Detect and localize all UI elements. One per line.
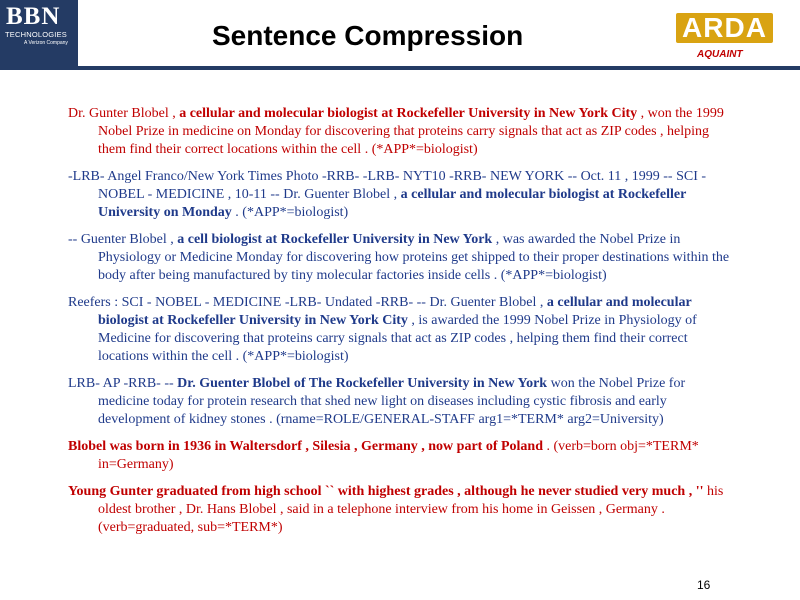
sentence-2-run-2: a cellular and molecular biologist at Rockefeller University on Monday <box>98 187 687 220</box>
sentence-5 <box>68 375 738 429</box>
sentence-2-run-1: -LRB- Angel Franco/New York Times Photo -RRB- -LRB- NYT10 -RRB- NEW YORK -- Oct. 11 , 1999 -- SCI - NOBEL - MEDICINE , 10-11 -- Dr. Guenter Blobel , <box>68 169 707 202</box>
sentence-6-run-2: . (verb=born obj=*TERM* in=Germany) <box>98 439 699 472</box>
slide-title: Sentence Compression <box>212 20 524 51</box>
sentence-5-run-3: won the Nobel Prize for medicine today for protein research that shed new light on diseases including cystic fibrosis and early development of kidney stones . (rname=ROLE/GENERAL-STAFF arg1=*TERM* arg2=University) <box>98 376 686 427</box>
sentence-list <box>68 105 738 546</box>
header-divider <box>78 66 800 70</box>
sentence-5-run-2: Dr. Guenter Blobel of The Rockefeller University in New York <box>177 376 548 391</box>
sentence-1 <box>68 105 738 159</box>
sentence-7 <box>68 483 738 537</box>
bbn-logo <box>0 0 78 70</box>
aquaint-label: AQUAINT <box>697 49 743 60</box>
sentence-1-run-1: Dr. Gunter Blobel , <box>68 106 180 121</box>
sentence-7-run-2: his oldest brother , Dr. Hans Blobel , said in a telephone interview from his home in Geissen , Germany . (verb=graduated, sub=*TERM*) <box>98 484 724 535</box>
arda-logo <box>676 13 773 43</box>
bbn-logo-subtitle: TECHNOLOGIES <box>5 30 67 39</box>
sentence-5-run-1: LRB- AP -RRB- -- <box>68 376 178 391</box>
sentence-3-run-3: , was awarded the Nobel Prize in Physiology or Medicine Monday for discovering how proteins get shipped to their proper destinations within the body after being manufactured by tiny molecular factories inside cells . (*APP*=biologist) <box>98 232 730 283</box>
sentence-3 <box>68 231 738 285</box>
sentence-7-run-1: Young Gunter graduated from high school `` with highest grades , although he never studied very much , '' <box>68 484 704 499</box>
sentence-2-run-3: . (*APP*=biologist) <box>231 205 349 220</box>
sentence-1-run-2: a cellular and molecular biologist at Rockefeller University in New York City <box>179 106 638 121</box>
sentence-1-run-3: , won the 1999 Nobel Prize in medicine on Monday for discovering that proteins carry signals that act as ZIP codes , helping them find their correct locations within the cell . (*APP*=biologist) <box>98 106 724 157</box>
bbn-logo-title: BBN <box>6 3 61 30</box>
sentence-6-run-1: Blobel was born in 1936 in Waltersdorf , Silesia , Germany , now part of Poland <box>68 439 543 454</box>
sentence-4-run-2: a cellular and molecular biologist at Rockefeller University in New York City <box>98 295 692 328</box>
sentence-2 <box>68 168 738 222</box>
sentence-4-run-1: Reefers : SCI - NOBEL - MEDICINE -LRB- Undated -RRB- -- Dr. Guenter Blobel , <box>68 295 547 310</box>
sentence-3-run-1: -- Guenter Blobel , <box>68 232 178 247</box>
arda-logo-text: ARDA <box>682 12 767 43</box>
page-number: 16 <box>697 578 711 592</box>
sentence-4 <box>68 294 738 366</box>
sentence-3-run-2: a cell biologist at Rockefeller University in New York <box>177 232 493 247</box>
sentence-6 <box>68 438 738 474</box>
bbn-logo-tagline: A Verizon Company <box>24 40 68 46</box>
sentence-4-run-3: , is awarded the 1999 Nobel Prize in Physiology of Medicine for discovering that proteins carry signals that act as ZIP codes , helping them find their correct locations within the cell . (*APP*=biologist) <box>98 313 697 364</box>
